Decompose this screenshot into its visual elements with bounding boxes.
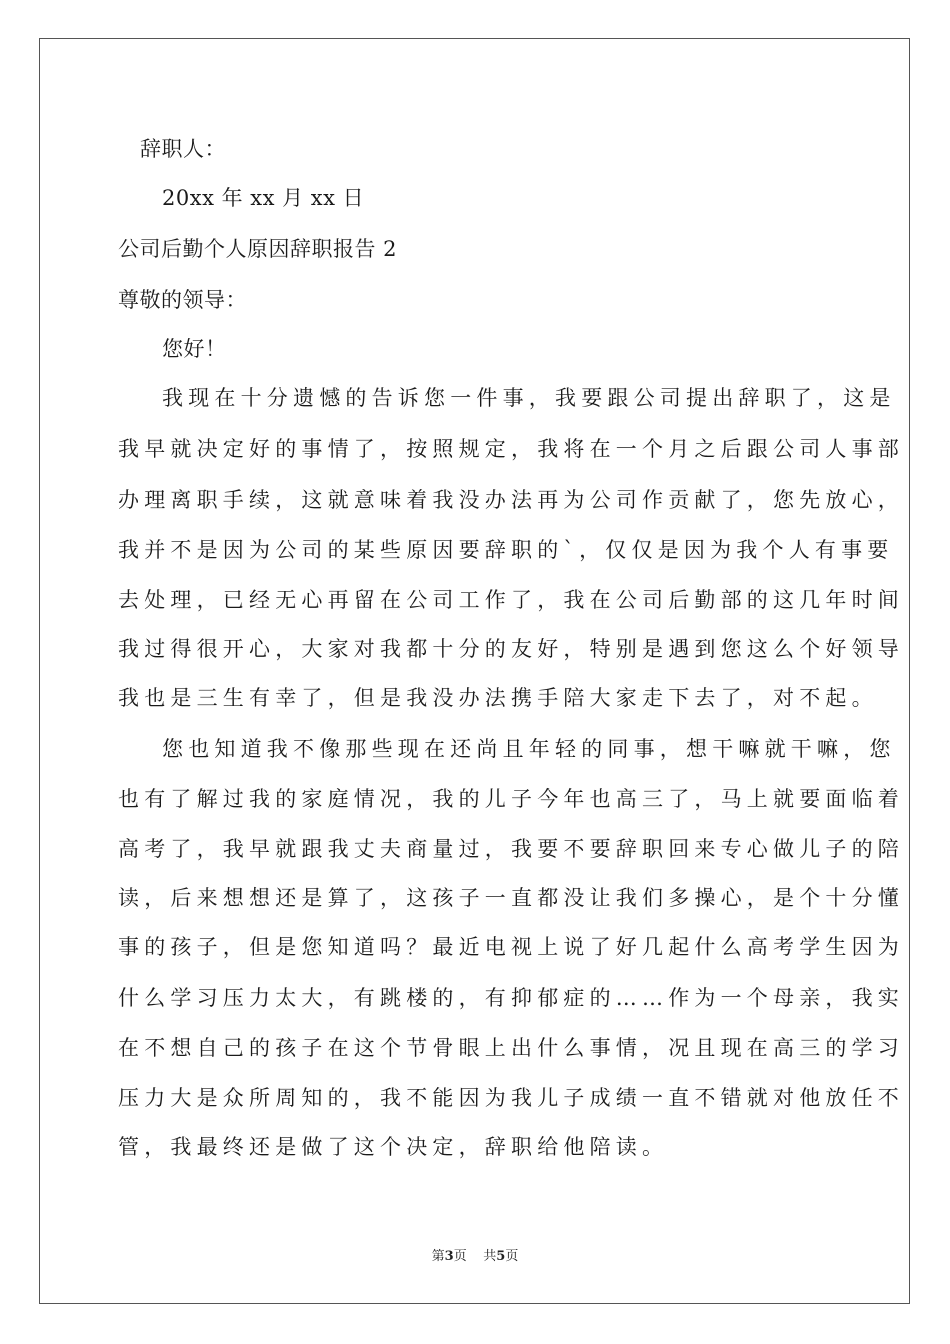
total-suffix: 页 bbox=[505, 1249, 519, 1264]
paragraph2-line: 事的孩子，但是您知道吗？最近电视上说了好几起什么高考学生因为 bbox=[118, 935, 904, 959]
page-prefix: 第 bbox=[431, 1249, 445, 1264]
greeting: 您好！ bbox=[162, 337, 227, 361]
paragraph1-line: 办理离职手续，这就意味着我没办法再为公司作贡献了，您先放心， bbox=[118, 488, 904, 512]
document-title: 公司后勤个人原因辞职报告 2 bbox=[118, 237, 398, 261]
paragraph2-line: 您也知道我不像那些现在还尚且年轻的同事，想干嘛就干嘛，您 bbox=[162, 737, 896, 761]
page-border bbox=[39, 38, 910, 1304]
paragraph2-line: 什么学习压力太大，有跳楼的，有抑郁症的……作为一个母亲，我实 bbox=[118, 986, 904, 1010]
salutation: 尊敬的领导： bbox=[118, 288, 247, 312]
paragraph1-line: 我早就决定好的事情了，按照规定，我将在一个月之后跟公司人事部 bbox=[118, 437, 904, 461]
paragraph2-line: 也有了解过我的家庭情况，我的儿子今年也高三了，马上就要面临着 bbox=[118, 787, 904, 811]
paragraph1-line: 我并不是因为公司的某些原因要辞职的`，仅仅是因为我个人有事要 bbox=[118, 538, 894, 562]
paragraph1-line: 去处理，已经无心再留在公司工作了，我在公司后勤部的这几年时间 bbox=[118, 588, 904, 612]
page-current: 3 bbox=[444, 1249, 454, 1264]
paragraph2-line: 管，我最终还是做了这个决定，辞职给他陪读。 bbox=[118, 1135, 669, 1159]
paragraph1-line: 我过得很开心，大家对我都十分的友好，特别是遇到您这么个好领导 bbox=[118, 637, 904, 661]
paragraph1-line: 我现在十分遗憾的告诉您一件事，我要跟公司提出辞职了，这是 bbox=[162, 386, 896, 410]
page-footer bbox=[0, 1248, 950, 1266]
paragraph2-line: 高考了，我早就跟我丈夫商量过，我要不要辞职回来专心做儿子的陪 bbox=[118, 837, 904, 861]
date-line: 20xx 年 xx 月 xx 日 bbox=[162, 186, 365, 210]
total-prefix: 共 bbox=[483, 1249, 497, 1264]
paragraph2-line: 压力大是众所周知的，我不能因为我儿子成绩一直不错就对他放任不 bbox=[118, 1086, 904, 1110]
paragraph1-line: 我也是三生有幸了，但是我没办法携手陪大家走下去了，对不起。 bbox=[118, 686, 878, 710]
paragraph2-line: 读，后来想想还是算了，这孩子一直都没让我们多操心，是个十分懂 bbox=[118, 886, 904, 910]
paragraph2-line: 在不想自己的孩子在这个节骨眼上出什么事情，况且现在高三的学习 bbox=[118, 1036, 904, 1060]
signature-label: 辞职人： bbox=[140, 137, 226, 161]
page-total: 5 bbox=[496, 1249, 506, 1264]
page-suffix: 页 bbox=[453, 1249, 467, 1264]
